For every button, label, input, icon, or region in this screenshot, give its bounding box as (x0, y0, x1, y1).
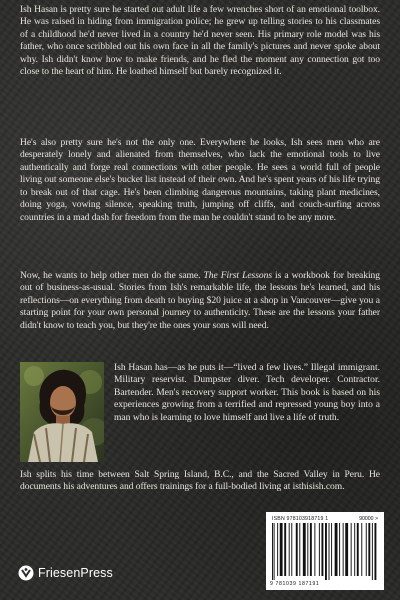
author-bio: Ish Hasan has—as he puts it—“lived a few lives.” Illegal immigrant. Military reservist. Dumpster diver. Tech developer. Contractor. Bartender. Men's recovery support worker. This book is based on his experiences growing from a terrified and repressed young boy into a man who is learning to love himself and live a life of truth. (114, 362, 380, 423)
price-code: 90000 > (359, 516, 378, 522)
publisher-logo (18, 565, 113, 581)
book-title: The First Lessons (203, 270, 272, 281)
synopsis-paragraph-1: Ish Hasan is pretty sure he started out adult life a few wrenches short of an emotional toolbox. He was raised in hiding from immigration police; he grew up telling stories to his classmates of a childhood he'd never lived in a country he'd never seen. His primary role model was his father, who once scribbled out his own face in all the family's pictures and never spoke about why. Ish didn't know how to make friends, and he fled the moment any connection got too close to the heart of him. He loathed himself but barely recognized it. (20, 4, 380, 78)
paragraph-3-intro: Now, he wants to help other men do the same. (20, 270, 204, 281)
publisher-name: FriesenPress (38, 566, 113, 580)
isbn-barcode (266, 512, 384, 590)
author-portrait-drawing (20, 362, 104, 462)
synopsis-paragraph-3 (20, 270, 380, 332)
isbn-text: ISBN 978103918719 1 (272, 516, 329, 522)
barcode-bars (272, 523, 378, 580)
paragraph-3-body: is a workbook for breaking out of business-as-usual. Stories from Ish's remarkable life, the lessons he's learned, and his reflections—on everything from death to buying $20 juice at a shop in Vancouver—give you a starting point for your own personal journey to authenticity. These are the lessons your father didn't know to teach you, but they're the ones your sons will need. (20, 270, 380, 331)
author-closing-paragraph: Ish splits his time between Salt Spring Island, B.C., and the Sacred Valley in Peru. He documents his adventures and offers trainings for a full-bodied living at isthisish.com. (20, 469, 380, 493)
author-portrait-photo (20, 362, 104, 462)
friesenpress-logo-icon (18, 565, 34, 581)
synopsis-paragraph-2: He's also pretty sure he's not the only one. Everywhere he looks, Ish sees men who are desperately lonely and alienated from themselves, who lack the emotional tools to live authentically and forge real connections with other people. He sees a world full of people living out someone else's bucket list instead of their own. And he's spent years of his life trying to break out of that cage. He's been climbing dangerous mountains, taking plant medicines, doing yoga, vowing silence, speaking truth, jumping off cliffs, and couch-surfing across countries in a mad dash for freedom from the man he couldn't stand to be any more. (20, 137, 380, 223)
barcode-digits: 9 781039 187191 (270, 581, 320, 587)
